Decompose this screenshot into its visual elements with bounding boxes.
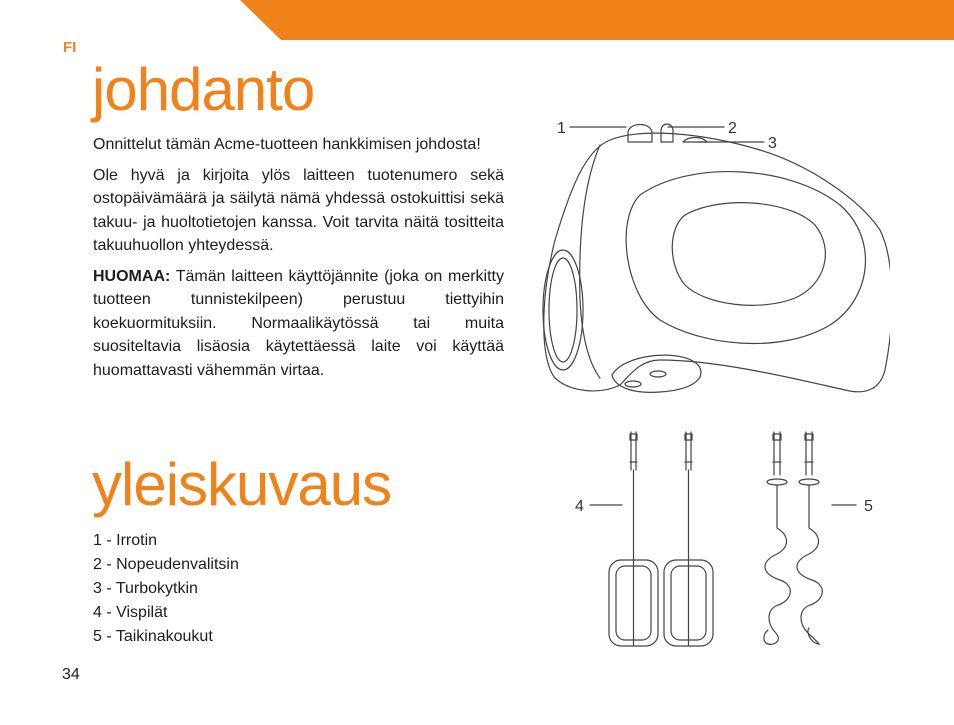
mixer-grip-outer xyxy=(626,172,865,344)
parts-list xyxy=(93,529,239,649)
note-text: Tämän laitteen käyttöjännite (joka on merkitty tuotteen tunnistekilpeen) perustuu tiettyihin koekuormituksiin. Normaalikäytössä tai muita suositeltavia lisäosia käytettäessä laite voi käyttää huomattavasti vähemmän virtaa. xyxy=(93,267,504,379)
intro-paragraph-2: Ole hyvä ja kirjoita ylös laitteen tuotenumero sekä ostopäivämäärä ja säilytä nämä yhdessä ostokuittisi sekä takuu- ja huoltotietojen kanssa. Voit tarvita näitä tositteita takuuhuollon yhteydessä. xyxy=(93,166,504,254)
part-item-2: 2 - Nopeudenvalitsin xyxy=(93,556,239,573)
part-item-5: 5 - Taikinakoukut xyxy=(93,628,213,645)
part-item-4: 4 - Vispilät xyxy=(93,604,168,621)
mixer-illustration xyxy=(540,110,890,655)
part-item-3: 3 - Turbokytkin xyxy=(93,580,198,597)
page-number: 34 xyxy=(62,666,80,683)
intro-paragraph-1: Onnittelut tämän Acme-tuotteen hankkimisen johdosta! xyxy=(93,136,481,153)
orange-header-bar xyxy=(0,0,954,40)
callout-3: 3 xyxy=(768,135,777,152)
intro-body xyxy=(93,133,504,389)
callout-4: 4 xyxy=(575,498,584,515)
beater-right xyxy=(664,432,713,646)
dough-hook-right xyxy=(797,432,822,644)
beater-left xyxy=(609,432,658,646)
dough-hook-left xyxy=(764,432,790,644)
overview-title: yleiskuvaus xyxy=(92,451,392,518)
part-item-1: 1 - Irrotin xyxy=(93,532,158,549)
note-label: HUOMAA: xyxy=(93,267,171,285)
intro-title: johdanto xyxy=(92,56,315,123)
intro-note xyxy=(93,265,504,383)
language-code: FI xyxy=(63,39,77,56)
callout-2: 2 xyxy=(728,120,737,137)
turbo-button xyxy=(683,138,707,143)
callout-5: 5 xyxy=(864,498,873,515)
mixer-grip-inner xyxy=(672,203,825,306)
callout-1: 1 xyxy=(557,120,566,137)
